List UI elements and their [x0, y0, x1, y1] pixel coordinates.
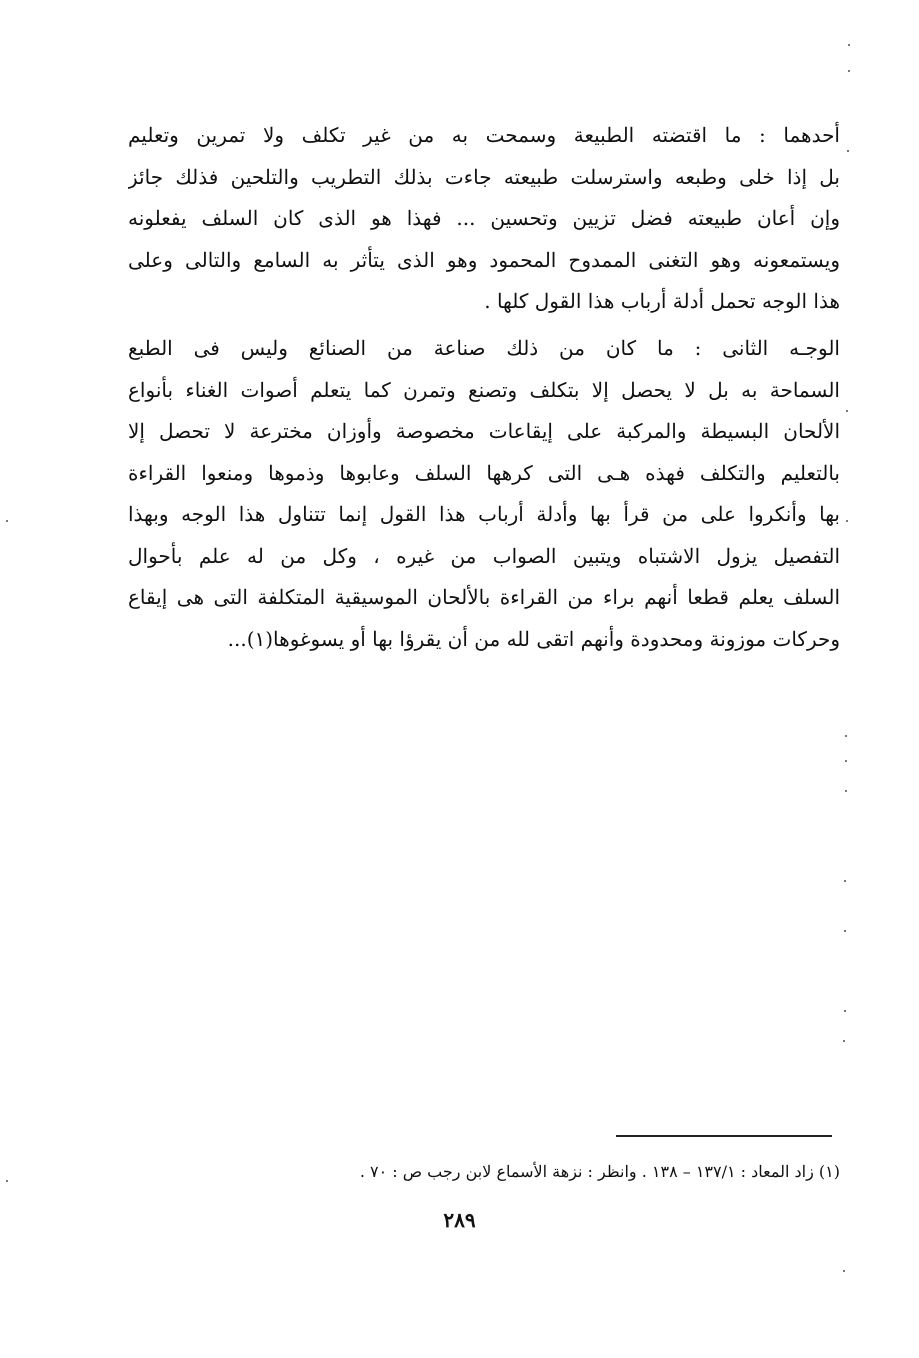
- text-line: الألحان البسيطة والمركبة على إيقاعات مخصوصة وأوزان مخترعة لا تحصل إلا: [128, 419, 840, 443]
- text-line: أحدهما : ما اقتضته الطبيعة وسمحت به من غير تكلف ولا تمرين وتعليم: [128, 123, 840, 147]
- paragraph-first-aspect: [128, 115, 840, 323]
- scan-speck: [843, 1270, 845, 1272]
- scan-speck: [845, 760, 847, 762]
- scan-speck: [844, 1010, 846, 1012]
- text-line: بل إذا خلى وطبعه واسترسلت طبيعته جاءت بذلك التطريب والتلحين فذلك جائز: [128, 164, 840, 189]
- text-line: السماحة به بل لا يحصل إلا بتكلف وتصنع وتمرن كما يتعلم أصوات الغناء بأنواع: [128, 377, 840, 402]
- scan-speck: [845, 790, 847, 792]
- scan-speck: [846, 520, 848, 522]
- text-line: السلف يعلم قطعا أنهم براء من القراءة بالألحان الموسيقية المتكلفة التى هى إيقاع: [128, 585, 840, 609]
- text-line: هذا الوجه تحمل أدلة أرباب هذا القول كلها .: [484, 289, 840, 313]
- footnote-separator: [616, 1135, 832, 1137]
- text-line: بالتعليم والتكلف فهذه هـى التى كرهها السلف وعابوها وذموها ومنعوا القراءة: [128, 460, 840, 485]
- text-line: ويستمعونه وهو التغنى الممدوح المحمود وهو الذى يتأثر به السامع والتالى وعلى: [128, 247, 840, 272]
- scan-speck: [6, 520, 8, 522]
- text-line: التفصيل يزول الاشتباه ويتبين الصواب من غيره ، وكل من له علم بأحوال: [128, 543, 840, 568]
- scan-speck: [844, 880, 846, 882]
- scan-speck: [843, 1040, 845, 1042]
- scan-speck: [845, 735, 847, 737]
- text-line: وحركات موزونة ومحدودة وأنهم اتقى لله من أن يقرؤا بها أو يسوغوها(١)...: [227, 626, 840, 651]
- text-line: بها وأنكروا على من قرأ بها وأدلة أرباب هذا القول إنما تتناول هذا الوجه وبهذا: [128, 502, 840, 526]
- page-number: ٢٨٩: [443, 1208, 476, 1232]
- text-line: وإن أعان طبيعته فضل تزيين وتحسين ... فهذا هو الذى كان السلف يفعلونه: [128, 206, 840, 230]
- scan-speck: [6, 1180, 8, 1182]
- scan-speck: [848, 70, 850, 72]
- text-line: الوجـه الثانى : ما كان من ذلك صناعة من الصنائع وليس فى الطبع: [128, 336, 840, 360]
- footnote: (١) زاد المعاد : ١٣٧/١ – ١٣٨ . وانظر : نزهة الأسماع لابن رجب ص : ٧٠ .: [359, 1162, 840, 1181]
- scan-speck: [844, 930, 846, 932]
- scan-speck: [846, 410, 848, 412]
- scan-speck: [847, 150, 849, 152]
- paragraph-second-aspect: [128, 328, 840, 660]
- scan-speck: [848, 44, 850, 46]
